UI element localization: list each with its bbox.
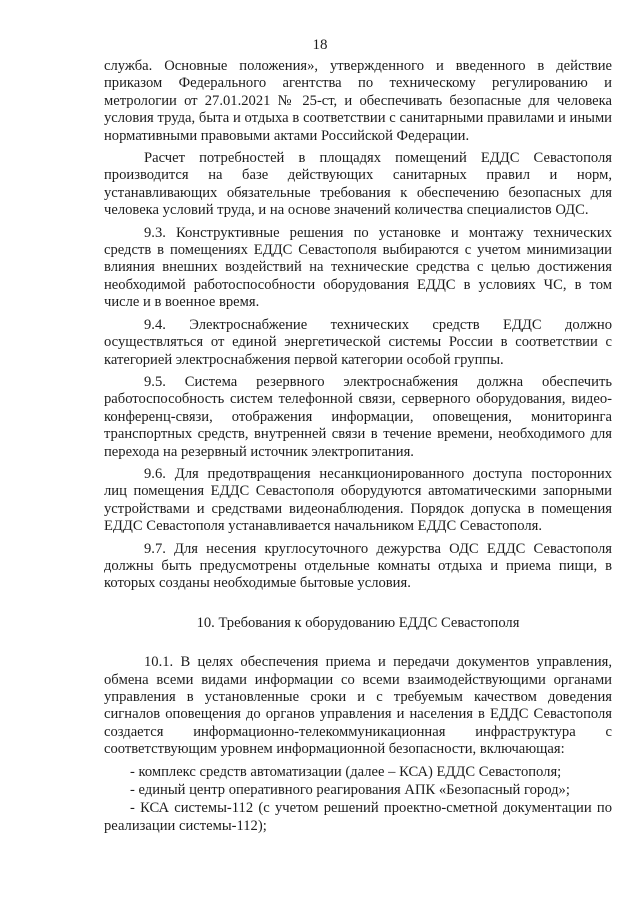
paragraph-space-calculation: Расчет потребностей в площадях помещений ЕДДС Севастополя производится на базе действующих санитарных правил и норм, устанавливающих обязательные требования к обеспечению безопасных для человека условий труда, и на основе значений количества специалистов ОДС. — [104, 150, 612, 219]
paragraph-9-5: 9.5. Система резервного электроснабжения должна обеспечить работоспособность систем телефонной связи, серверного оборудования, видео-конференц-связи, отображения информации, оповещения, мониторинга транспортных средств, внутренней связи в течение времени, необходимого для перехода на резервный источник электропитания. — [104, 373, 612, 460]
list-item-system-112: - КСА системы-112 (с учетом решений проектно-сметной документации по реализации системы-112); — [104, 800, 612, 834]
list-item-response-center: - единый центр оперативного реагирования АПК «Безопасный город»; — [130, 782, 570, 799]
paragraph-continuation: служба. Основные положения», утвержденного и введенного в действие приказом Федерального агентства по техническому регулированию и метрологии от 27.01.2021 № 25-ст, и обеспечивать безопасные для человека условия труда, быта и отдыха в соответствии с санитарными правилами и иными нормативными правовыми актами Российской Федерации. — [104, 58, 612, 144]
paragraph-10-1: 10.1. В целях обеспечения приема и передачи документов управления, обмена всеми видами информации со всеми взаимодействующими органами управления в установленные сроки и с требуемым качеством доведения сигналов оповещения до органов управления и населения в ЕДДС Севастополя создается информационно-телекоммуникационная инфраструктура с соответствующим уровнем информационной безопасности, включающая: — [104, 654, 612, 758]
document-body — [104, 58, 612, 836]
paragraph-9-7: 9.7. Для несения круглосуточного дежурства ОДС ЕДДС Севастополя должны быть предусмотрены отдельные комнаты отдыха и приема пищи, в которых созданы необходимые бытовые условия. — [104, 540, 612, 592]
page-number: 18 — [312, 37, 328, 53]
paragraph-9-3: 9.3. Конструктивные решения по установке и монтажу технических средств в помещениях ЕДДС Севастополя выбираются с учетом минимизации влияния внешних воздействий на технические средства с целью достижения необходимой работоспособности оборудования ЕДДС в условиях ЧС, в том числе и в военное время. — [104, 224, 612, 311]
paragraph-9-4: 9.4. Электроснабжение технических средств ЕДДС должно осуществляться от единой энергетической системы России в соответствии с категорией электроснабжения первой категории особой группы. — [104, 316, 612, 368]
section-heading-10: 10. Требования к оборудованию ЕДДС Севастополя — [196, 614, 520, 631]
list-item-ksa: - комплекс средств автоматизации (далее – КСА) ЕДДС Севастополя; — [130, 763, 562, 780]
paragraph-9-6: 9.6. Для предотвращения несанкционированного доступа посторонних лиц помещения ЕДДС Севастополя оборудуются автоматическими запорными устройствами и средствами видеонаблюдения. Порядок допуска в помещения ЕДДС Севастополя устанавливается начальником ЕДДС Севастополя. — [104, 465, 612, 535]
